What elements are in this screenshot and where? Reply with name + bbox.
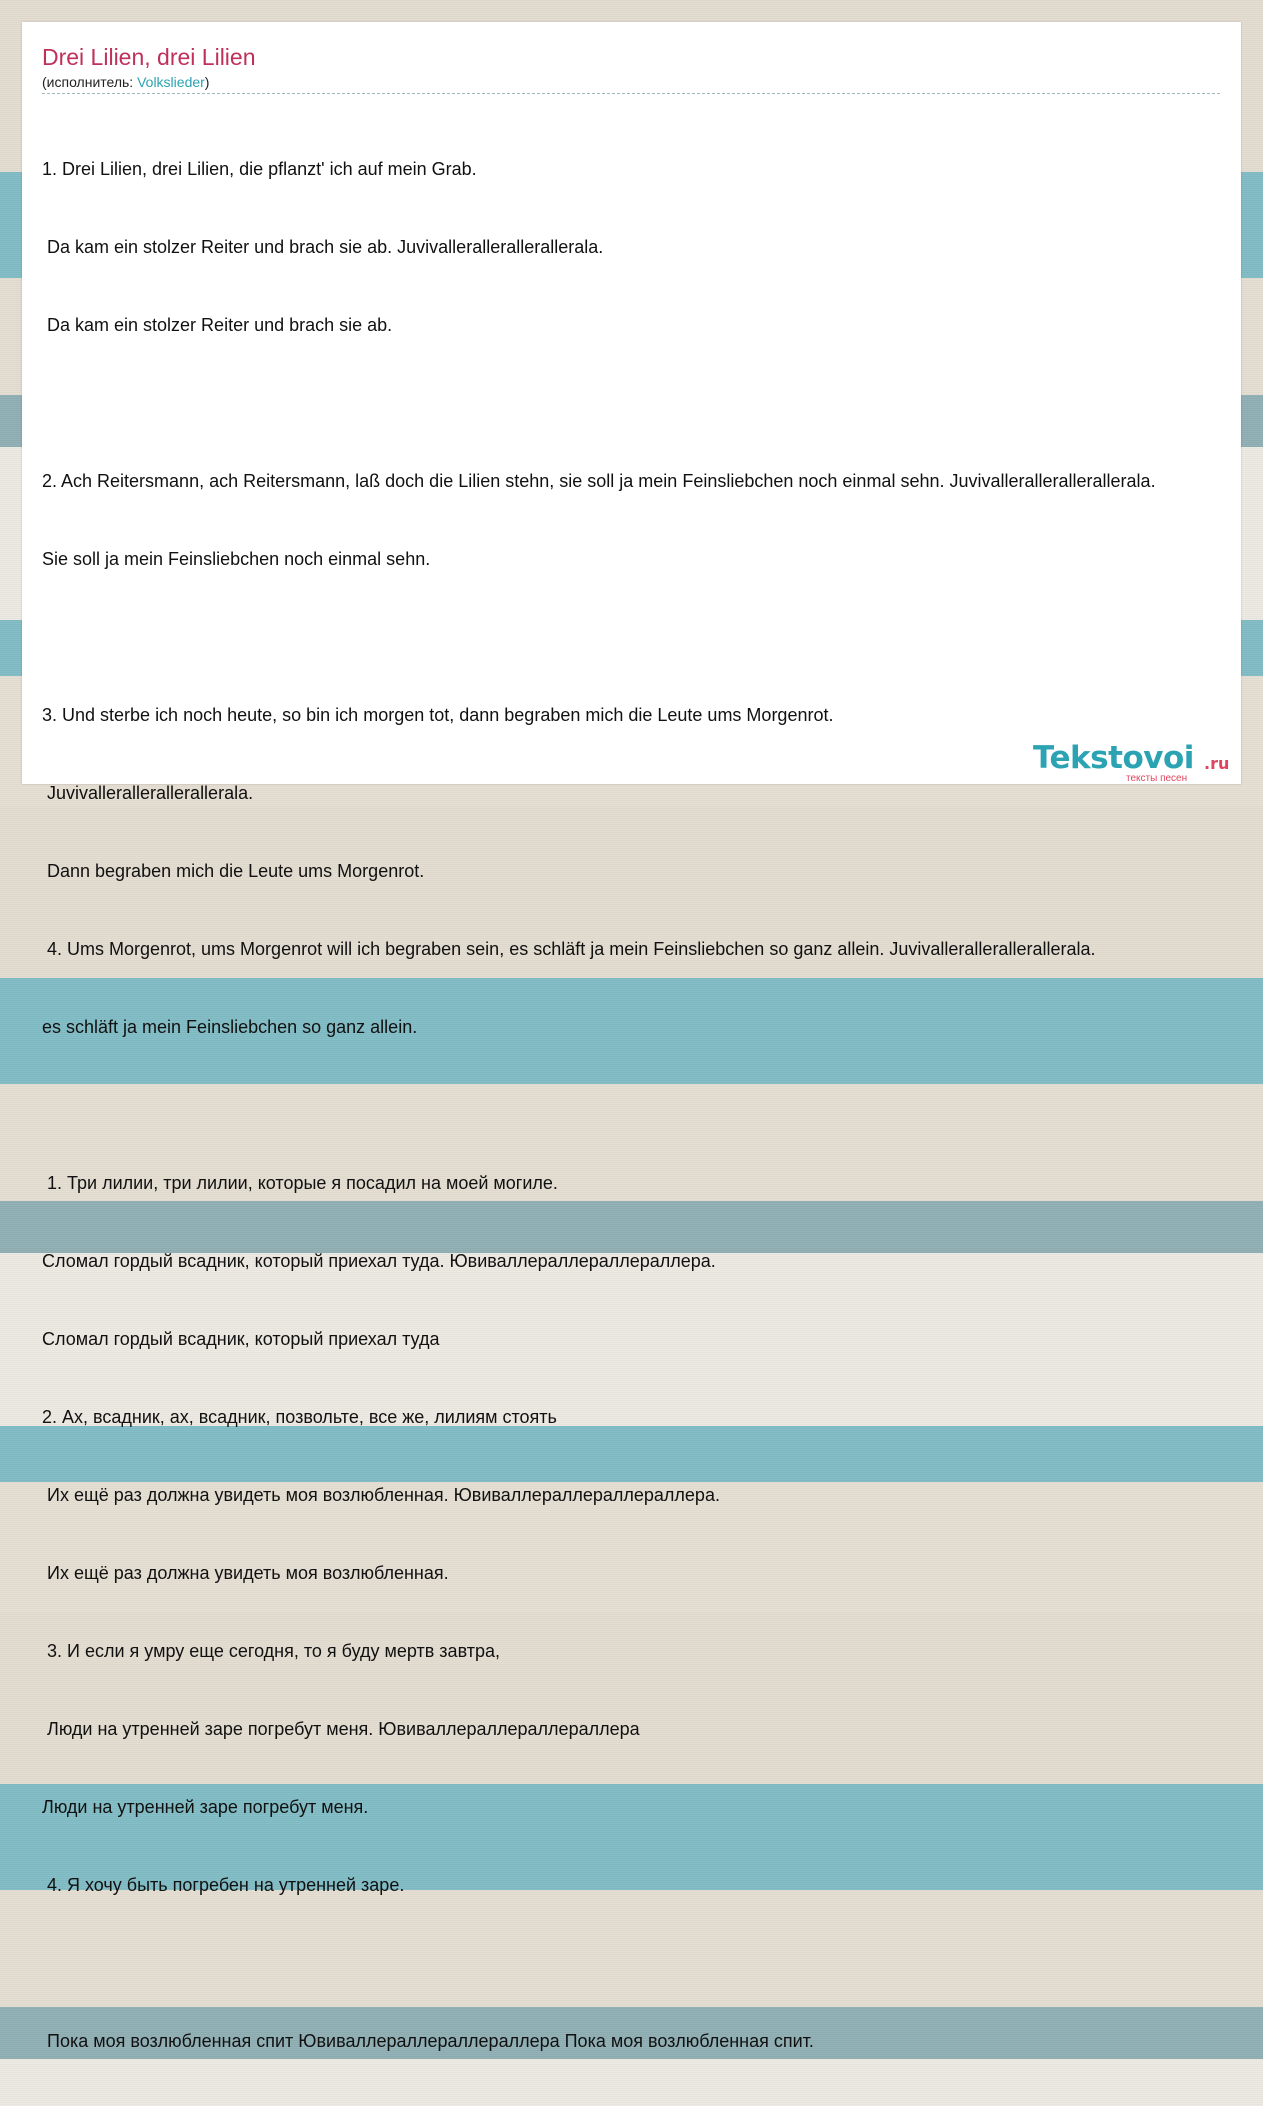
lyric-line: Их ещё раз должна увидеть моя возлюбленная. [42, 1563, 449, 1583]
lyrics-card [22, 22, 1241, 2051]
lyric-line: Dann begraben mich die Leute ums Morgenrot. [42, 861, 425, 881]
lyric-line: Их ещё раз должна увидеть моя возлюбленная. Ювиваллераллераллераллера. [42, 1485, 720, 1505]
lyric-line: Sie soll ja mein Feinsliebchen noch einmal sehn. [42, 549, 431, 569]
performer-suffix: ) [204, 74, 210, 90]
lyric-line: 1. Drei Lilien, drei Lilien, die pflanzt' ich auf mein Grab. [42, 159, 477, 179]
lyrics-text [42, 104, 1242, 2106]
lyric-line: Люди на утренней заре погребут меня. [42, 1797, 369, 1817]
site-logo[interactable] [1033, 738, 1239, 784]
lyric-line: Пока моя возлюбленная спит Ювиваллераллераллераллера Пока моя возлюбленная спит. [42, 2031, 814, 2051]
lyric-line [42, 1092, 1242, 1118]
logo-wordmark: Tekstovoi [1033, 740, 1194, 776]
lyric-line [42, 1950, 1242, 1976]
lyric-line: Сломал гордый всадник, который приехал туда. Ювиваллераллераллераллера. [42, 1251, 716, 1271]
logo-tld: .ru [1204, 754, 1230, 773]
lyric-line [42, 390, 1242, 416]
lyric-line: 4. Ums Morgenrot, ums Morgenrot will ich begraben sein, es schläft ja mein Feinsliebchen so ganz allein. Juvivallerallerallerallerala. [42, 939, 1096, 959]
lyric-line: Da kam ein stolzer Reiter und brach sie ab. Juvivallerallerallerallerala. [42, 237, 604, 257]
lyric-line [42, 624, 1242, 650]
logo-tagline: тексты песен [1126, 773, 1188, 784]
lyric-line: Люди на утренней заре погребут меня. Ювиваллераллераллераллера [42, 1719, 640, 1739]
lyric-line: 2. Ach Reitersmann, ach Reitersmann, laß doch die Lilien stehn, sie soll ja mein Feinsliebchen noch einmal sehn. Juvivallerallerallerallerala. [42, 471, 1156, 491]
song-header [42, 43, 1220, 94]
song-title: Drei Lilien, drei Lilien [42, 44, 256, 70]
lyric-line: 1. Три лилии, три лилии, которые я посадил на моей могиле. [42, 1173, 558, 1193]
lyric-line: es schläft ja mein Feinsliebchen so ganz allein. [42, 1017, 418, 1037]
performer-link[interactable]: Volkslieder [137, 74, 205, 90]
performer-prefix: (исполнитель: [42, 74, 138, 90]
lyric-line: Juvivallerallerallerallerala. [42, 783, 254, 803]
lyric-line: Сломал гордый всадник, который приехал туда [42, 1329, 440, 1349]
lyric-line: 2. Ах, всадник, ах, всадник, позвольте, все же, лилиям стоять [42, 1407, 557, 1427]
performer-line [42, 73, 209, 91]
lyric-line: Da kam ein stolzer Reiter und brach sie ab. [42, 315, 393, 335]
lyric-line: 3. И если я умру еще сегодня, то я буду мертв завтра, [42, 1641, 500, 1661]
lyric-line: 3. Und sterbe ich noch heute, so bin ich morgen tot, dann begraben mich die Leute ums Morgenrot. [42, 705, 834, 725]
lyric-line: 4. Я хочу быть погребен на утренней заре. [42, 1875, 405, 1895]
